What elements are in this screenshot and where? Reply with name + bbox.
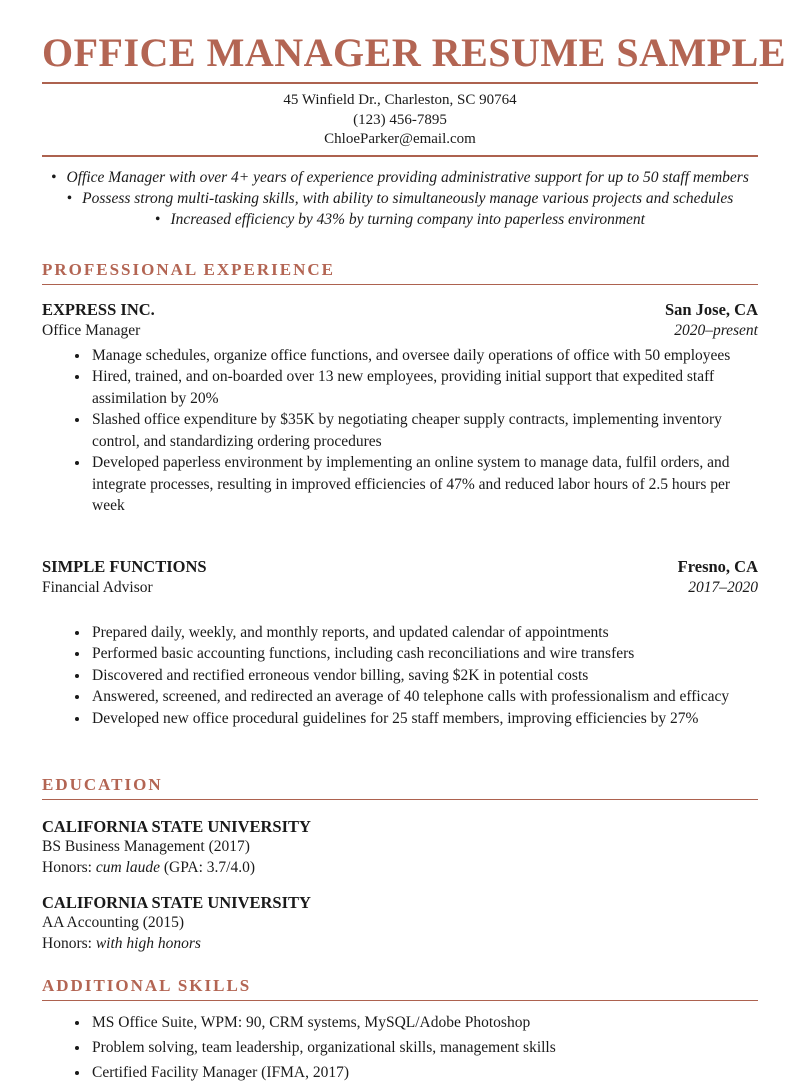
skills-bullet-list	[42, 1010, 758, 1085]
skills-bullet: • Problem solving, team leadership, organizational skills, management skills	[90, 1035, 758, 1060]
job-location: Fresno, CA	[677, 556, 758, 576]
job-bullet: • Performed basic accounting functions, including cash reconciliations and wire transfers	[90, 643, 758, 665]
honors-detail: with high honors	[95, 934, 201, 952]
contact-phone: (123) 456-7895	[353, 111, 447, 128]
contact-divider	[42, 155, 758, 157]
education-entry	[42, 816, 758, 878]
summary-bullet: • Possess strong multi-tasking skills, with ability to simultaneously manage various projects and schedules	[42, 188, 758, 209]
honors-line	[42, 934, 758, 955]
skills-bullet: • Certified Facility Manager (IFMA, 2017)	[90, 1060, 758, 1085]
job-bullet: • Answered, screened, and redirected an average of 40 telephone calls with professionalism and efficacy	[90, 686, 758, 708]
job-bullet: • Discovered and rectified erroneous vendor billing, saving $2K in potential costs	[90, 665, 758, 687]
job-role: Office Manager	[42, 321, 141, 339]
job-subheader-row	[42, 320, 758, 341]
title-divider	[42, 82, 758, 84]
job-entry-express	[42, 300, 758, 517]
honors-line	[42, 858, 758, 879]
job-bullet: • Hired, trained, and on-boarded over 13 new employees, providing initial support that expedited staff assimilation by 20%	[90, 366, 758, 409]
job-dates: 2017–2020	[688, 578, 758, 596]
job-bullet: • Slashed office expenditure by $35K by negotiating cheaper supply contracts, implementing inventory control, and standardizing ordering procedures	[90, 409, 758, 452]
degree: AA Accounting (2015)	[42, 914, 185, 931]
job-header-row	[42, 557, 758, 577]
section-heading-experience: PROFESSIONAL EXPERIENCE	[42, 260, 758, 285]
job-role: Financial Advisor	[42, 578, 153, 596]
summary-block	[42, 167, 758, 230]
degree: BS Business Management (2017)	[42, 838, 250, 855]
job-bullet: • Developed new office procedural guidelines for 25 staff members, improving efficiencies by 27%	[90, 708, 758, 730]
contact-block	[42, 91, 758, 150]
school-name: CALIFORNIA STATE UNIVERSITY	[42, 817, 311, 836]
job-bullet: • Prepared daily, weekly, and monthly reports, and updated calendar of appointments	[90, 622, 758, 644]
job-bullet-list	[42, 622, 758, 730]
job-bullet-list	[42, 345, 758, 517]
contact-address: 45 Winfield Dr., Charleston, SC 90764	[283, 92, 517, 108]
honors-label: Honors:	[42, 934, 96, 952]
section-heading-additional-skills: ADDITIONAL SKILLS	[42, 976, 758, 1001]
honors-label: Honors:	[42, 858, 96, 876]
honors-detail: cum laude	[95, 858, 160, 876]
job-subheader-row	[42, 577, 758, 598]
resume-page	[0, 30, 800, 1081]
honors-suffix: (GPA: 3.7/4.0)	[159, 858, 255, 876]
job-entry-simple-functions	[42, 557, 758, 730]
school-name: CALIFORNIA STATE UNIVERSITY	[42, 893, 311, 912]
job-bullet: • Developed paperless environment by implementing an online system to manage data, fulfil orders, and integrate processes, resulting in improved efficiencies of 47% and reduced labor hours of 2.5 hours per week	[90, 452, 758, 517]
job-company: SIMPLE FUNCTIONS	[42, 556, 207, 576]
skills-bullet: • MS Office Suite, WPM: 90, CRM systems, MySQL/Adobe Photoshop	[90, 1010, 758, 1035]
job-company: EXPRESS INC.	[42, 299, 155, 319]
section-heading-education: EDUCATION	[42, 775, 758, 800]
job-dates: 2020–present	[674, 321, 758, 339]
summary-bullet: • Office Manager with over 4+ years of experience providing administrative support for up to 50 staff members	[42, 167, 758, 188]
resume-title: OFFICE MANAGER RESUME SAMPLE	[42, 30, 787, 75]
job-header-row	[42, 300, 758, 320]
summary-bullet: • Increased efficiency by 43% by turning company into paperless environment	[42, 209, 758, 230]
education-entry	[42, 892, 758, 954]
contact-email: ChloeParker@email.com	[324, 131, 476, 147]
job-bullet: • Manage schedules, organize office functions, and oversee daily operations of office with 50 employees	[90, 345, 758, 367]
job-location: San Jose, CA	[664, 299, 758, 319]
